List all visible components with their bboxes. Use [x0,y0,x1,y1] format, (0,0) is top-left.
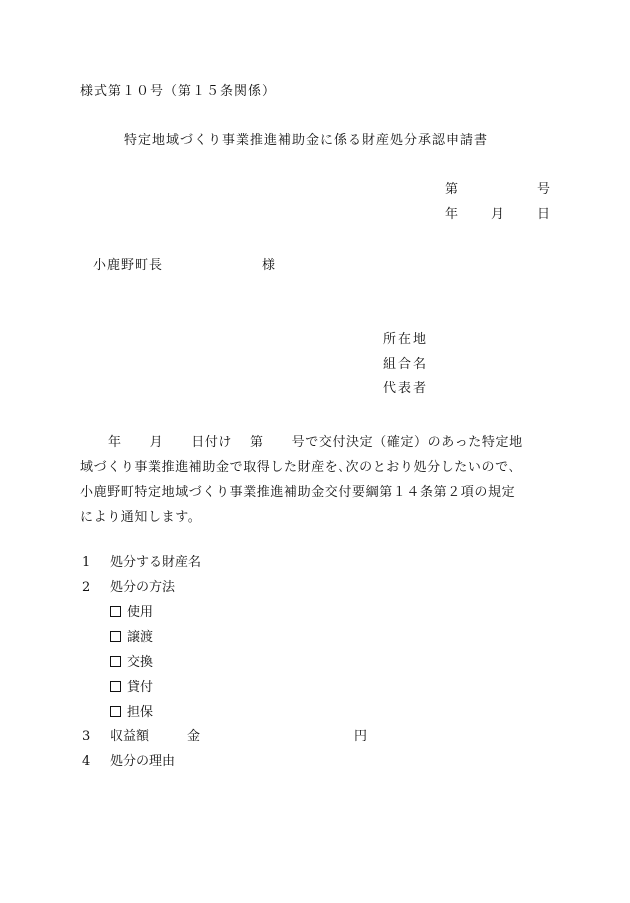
doc-number-dai: 第 [445,182,459,197]
method-label: 担保 [127,705,154,720]
checkbox-icon[interactable] [110,631,121,642]
item-label: 処分の方法 [110,580,176,595]
item-number: 4 [82,754,91,769]
item-property-name [82,555,201,571]
item-number: 2 [82,580,91,595]
method-option-exchange[interactable] [110,655,153,671]
body-year: 年 [108,435,122,450]
method-option-transfer[interactable] [110,630,153,646]
item-label: 処分の理由 [110,754,176,769]
item-number: 3 [82,729,91,744]
item-number: 1 [82,555,91,570]
item-label: 処分する財産名 [110,555,202,570]
body-date: 日付け [191,435,233,450]
addressee-name: 小鹿野町長 [93,258,164,273]
form-number: 様式第１０号（第１５条関係） [80,84,277,99]
date-year-label: 年 [445,207,459,222]
method-label: 貸付 [127,680,154,695]
amount-prefix: 金 [187,729,201,744]
checkbox-icon[interactable] [110,656,121,667]
body-line-3: 小鹿野町特定地域づくり事業推進補助金交付要綱第１４条第２項の規定 [80,485,516,500]
item-revenue-amount [82,729,149,745]
checkbox-icon[interactable] [110,706,121,717]
applicant-address-label: 所在地 [383,332,429,347]
item-label: 収益額 [110,729,150,744]
method-option-use[interactable] [110,605,153,621]
body-month: 月 [149,435,164,450]
amount-unit: 円 [354,729,368,744]
body-dai: 第 [250,435,264,450]
checkbox-icon[interactable] [110,606,121,617]
date-day-label: 日 [537,207,551,222]
document-title: 特定地域づくり事業推進補助金に係る財産処分承認申請書 [124,133,489,148]
method-label: 譲渡 [127,630,154,645]
method-option-collateral[interactable] [110,705,153,721]
request-body-paragraph [80,430,580,530]
method-option-lease[interactable] [110,680,153,696]
method-label: 交換 [127,655,154,670]
applicant-representative-label: 代表者 [383,381,429,396]
applicant-union-label: 組合名 [383,357,429,372]
item-disposal-method [82,580,175,596]
checkbox-icon[interactable] [110,681,121,692]
body-line-1-rest: 号で交付決定（確定）のあった特定地 [291,435,523,450]
body-line-4: により通知します。 [80,510,202,525]
doc-number-go: 号 [537,182,551,197]
body-line-2: 域づくり事業推進補助金で取得した財産を､次のとおり処分したいので､ [80,460,516,475]
body-line-1 [80,430,580,455]
method-label: 使用 [127,605,154,620]
date-month-label: 月 [491,207,505,222]
item-disposal-reason [82,754,175,770]
addressee-honorific: 様 [262,258,276,273]
